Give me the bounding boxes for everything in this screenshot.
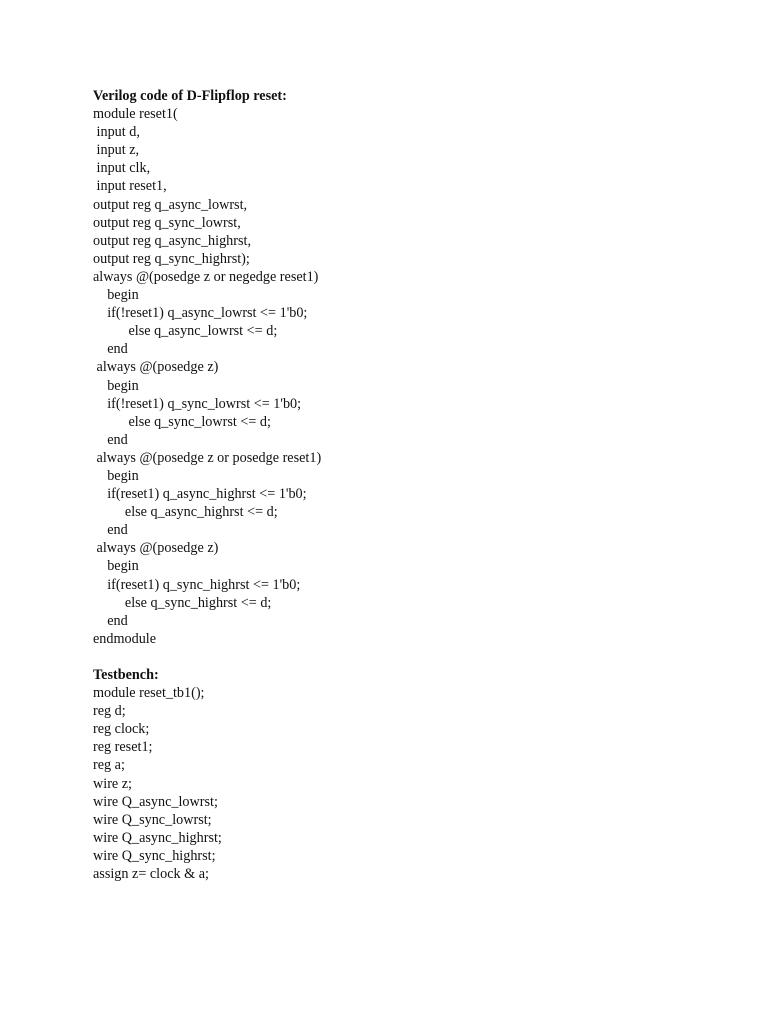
code-line: always @(posedge z or posedge reset1) (93, 449, 322, 466)
code-line: else q_async_highrst <= d; (93, 504, 278, 521)
code-line: reg reset1; (93, 739, 153, 756)
code-line: else q_async_lowrst <= d; (93, 323, 278, 340)
code-line: always @(posedge z) (93, 540, 219, 557)
code-line: reg a; (93, 757, 125, 774)
code-line: module reset1( (93, 106, 178, 123)
code-line: wire z; (93, 775, 132, 792)
verilog-code-section (93, 87, 321, 648)
code-line: else q_sync_highrst <= d; (93, 594, 272, 611)
testbench-heading: Testbench: (93, 667, 159, 683)
testbench-code-lines (93, 684, 222, 883)
code-line: end (93, 341, 128, 358)
code-line: always @(posedge z) (93, 359, 219, 376)
code-line: if(reset1) q_sync_highrst <= 1'b0; (93, 576, 301, 593)
code-line: else q_sync_lowrst <= d; (93, 413, 271, 430)
code-line: module reset_tb1(); (93, 685, 205, 702)
code-line: end (93, 431, 128, 448)
code-line: begin (93, 467, 139, 484)
code-line: input z, (93, 142, 140, 159)
code-line: reg clock; (93, 721, 150, 738)
code-line: output reg q_sync_lowrst, (93, 214, 241, 231)
code-line: if(!reset1) q_sync_lowrst <= 1'b0; (93, 395, 302, 412)
code-line: wire Q_sync_lowrst; (93, 811, 212, 828)
code-line: begin (93, 287, 139, 304)
code-line: input clk, (93, 160, 151, 177)
code-line: input reset1, (93, 178, 167, 195)
verilog-code-lines (93, 105, 321, 648)
code-line: end (93, 522, 128, 539)
code-line: output reg q_async_lowrst, (93, 196, 248, 213)
code-line: end (93, 612, 128, 629)
code-line: output reg q_sync_highrst); (93, 250, 250, 267)
code-line: endmodule (93, 630, 157, 647)
testbench-section (93, 666, 222, 883)
verilog-heading: Verilog code of D-Flipflop reset: (93, 88, 287, 104)
code-line: input d, (93, 124, 140, 141)
code-line: always @(posedge z or negedge reset1) (93, 268, 319, 285)
code-line: wire Q_async_lowrst; (93, 793, 218, 810)
code-line: if(reset1) q_async_highrst <= 1'b0; (93, 486, 307, 503)
code-line: if(!reset1) q_async_lowrst <= 1'b0; (93, 305, 308, 322)
code-line: wire Q_async_highrst; (93, 829, 222, 846)
code-line: wire Q_sync_highrst; (93, 847, 216, 864)
code-line: output reg q_async_highrst, (93, 232, 252, 249)
code-line: begin (93, 558, 139, 575)
code-line: assign z= clock & a; (93, 866, 209, 883)
code-line: begin (93, 377, 139, 394)
code-line: reg d; (93, 703, 126, 720)
